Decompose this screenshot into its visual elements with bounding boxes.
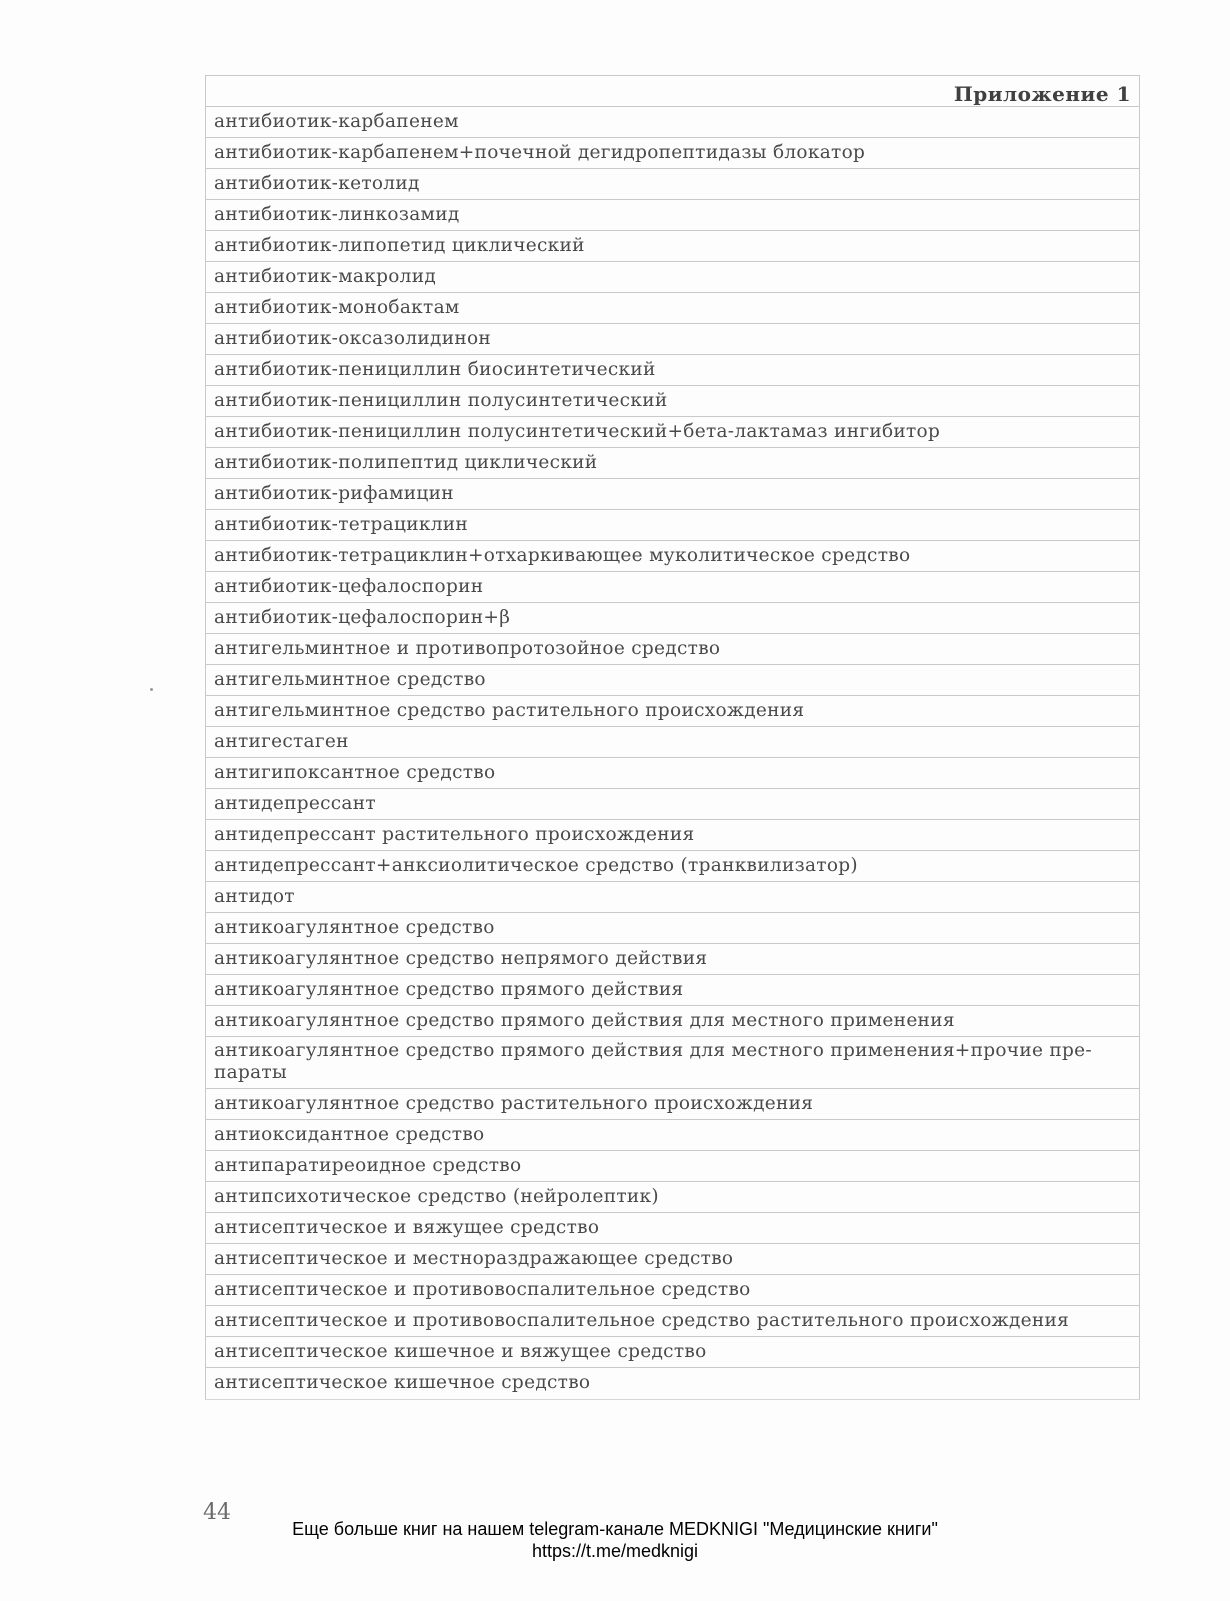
table-row: антипсихотическое средство (нейролептик): [206, 1182, 1139, 1213]
table-row: антикоагулянтное средство растительного происхождения: [206, 1089, 1139, 1120]
table-row: антисептическое и противовоспалительное средство растительного происхождения: [206, 1306, 1139, 1337]
table-row: антигельминтное средство: [206, 665, 1139, 696]
table-row: антикоагулянтное средство прямого действия для местного применения: [206, 1006, 1139, 1037]
footer-line-1: Еще больше книг на нашем telegram-канале MEDKNIGI "Медицинские книги": [292, 1519, 938, 1539]
scan-speck: [150, 688, 153, 691]
table-row: антигельминтное средство растительного происхождения: [206, 696, 1139, 727]
table-row: антибиотик-карбапенем: [206, 107, 1139, 138]
table-row: антибиотик-пенициллин полусинтетический: [206, 386, 1139, 417]
table-row: антисептическое и вяжущее средство: [206, 1213, 1139, 1244]
table-row: антикоагулянтное средство: [206, 913, 1139, 944]
table-row: антисептическое кишечное и вяжущее средство: [206, 1337, 1139, 1368]
table-row: антикоагулянтное средство прямого действия для местного применения+прочие пре-параты: [206, 1037, 1139, 1089]
table-row: антигельминтное и противопротозойное средство: [206, 634, 1139, 665]
table-row: антибиотик-макролид: [206, 262, 1139, 293]
table-row: антибиотик-кетолид: [206, 169, 1139, 200]
table-row: антибиотик-полипептид циклический: [206, 448, 1139, 479]
footer-link[interactable]: https://t.me/medknigi: [531, 1541, 699, 1561]
table-row: антибиотик-цефалоспорин+β: [206, 603, 1139, 634]
table-row: антипаратиреоидное средство: [206, 1151, 1139, 1182]
classification-table: [205, 75, 1140, 1400]
table-row: антиоксидантное средство: [206, 1120, 1139, 1151]
table-row: антикоагулянтное средство непрямого действия: [206, 944, 1139, 975]
appendix-title: Приложение 1: [953, 82, 1131, 106]
table-row: антибиотик-липопетид циклический: [206, 231, 1139, 262]
footer-note: [0, 1518, 1230, 1562]
table-row: антибиотик-пенициллин биосинтетический: [206, 355, 1139, 386]
table-row: антисептическое и местнораздражающее средство: [206, 1244, 1139, 1275]
table-row: антидепрессант: [206, 789, 1139, 820]
table-row: антибиотик-монобактам: [206, 293, 1139, 324]
table-header-row: [206, 76, 1139, 107]
table-row: антибиотик-рифамицин: [206, 479, 1139, 510]
table-row: антибиотик-тетрациклин+отхаркивающее муколитическое средство: [206, 541, 1139, 572]
table-row: антибиотик-линкозамид: [206, 200, 1139, 231]
page-number: 44: [203, 1500, 231, 1525]
table-row: антибиотик-цефалоспорин: [206, 572, 1139, 603]
table-row: антибиотик-тетрациклин: [206, 510, 1139, 541]
table-row: антисептическое и противовоспалительное средство: [206, 1275, 1139, 1306]
table-rows: [206, 107, 1139, 1399]
table-row: антибиотик-карбапенем+почечной дегидропептидазы блокатор: [206, 138, 1139, 169]
table-row: антигестаген: [206, 727, 1139, 758]
table-row: антигипоксантное средство: [206, 758, 1139, 789]
table-row: антидепрессант+анксиолитическое средство (транквилизатор): [206, 851, 1139, 882]
table-row: антидот: [206, 882, 1139, 913]
table-row: антибиотик-оксазолидинон: [206, 324, 1139, 355]
table-row: антикоагулянтное средство прямого действия: [206, 975, 1139, 1006]
table-row: антидепрессант растительного происхождения: [206, 820, 1139, 851]
table-row: антибиотик-пенициллин полусинтетический+бета-лактамаз ингибитор: [206, 417, 1139, 448]
table-row: антисептическое кишечное средство: [214, 1372, 591, 1393]
